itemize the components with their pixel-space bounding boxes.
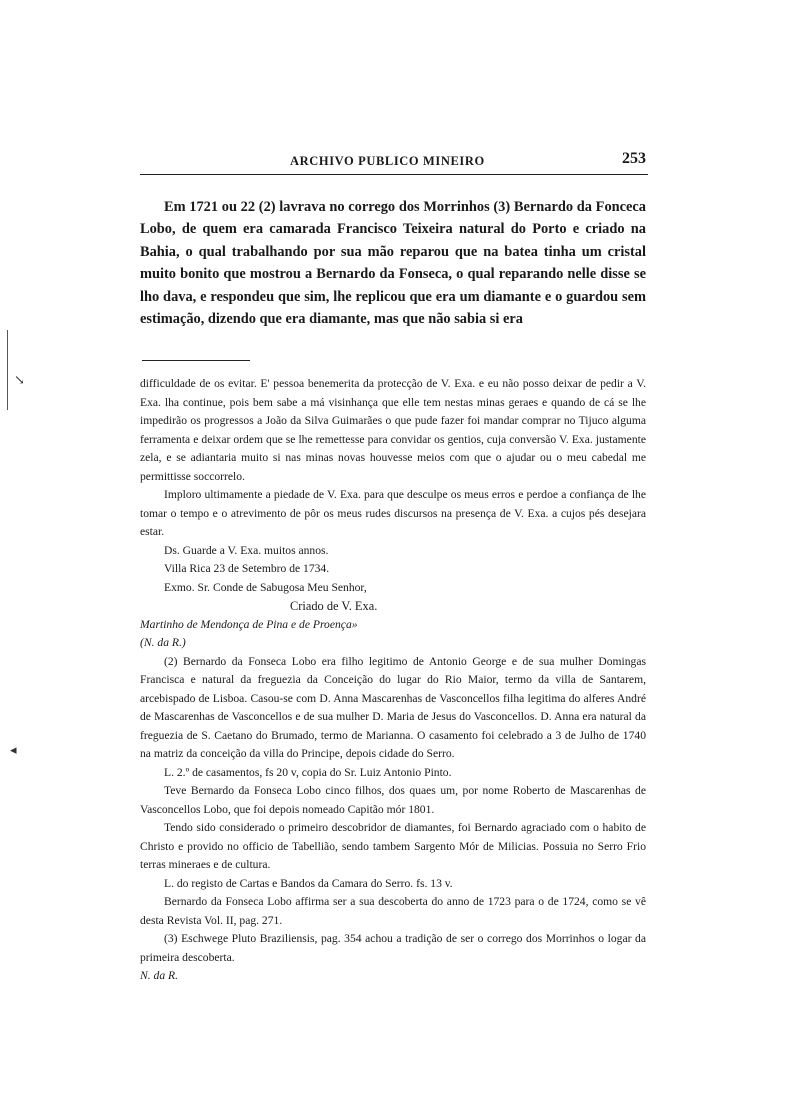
running-title: ARCHIVO PUBLICO MINEIRO [290, 154, 485, 168]
footnote-paragraph: difficuldade de os evitar. E' pessoa benemerita da protecção de V. Exa. e eu não posso deixar de pedir a V. Exa. lha continue, pois bem sabe a má visinhança que elle tem nestas minas geraes e quando de cá se lhe impedirão os progressos a João da Silva Guimarães o que pude fazer foi mandar comprar no Tijuco alguma ferramenta e deixar ordem que se lhe remettesse para convidar os gentios, cuja conversão V. Exa. justamente zela, e se adiantaria muito si nas minas novas houvesse meios com que o ajudar ou o meu cabedal me permittisse soccorrelo. [140, 377, 646, 483]
footnote-2: (2) Bernardo da Fonseca Lobo era filho legitimo de Antonio George e de sua mulher Domingas Francisca e natural da freguezia da Conceição do lugar do Rio Maior, termo da villa de Santarem, arcebispado de Lisboa. Casou-se com D. Anna Mascarenhas de Vasconcellos filha legitima do alferes André de Mascarenhas de Vasconcellos e de sua mulher D. Maria de Jesus do Vasconcellos. D. Anna era natural da freguezia de S. Caetano do Brumado, termo de Marianna. O casamento foi celebrado a 3 de Julho de 1740 na matriz da conceição da villa do Principe, depois cidade do Serro. [140, 654, 646, 760]
editor-note: (N. da R.) [140, 636, 186, 649]
footnote-3: (3) Eschwege Pluto Braziliensis, pag. 354 achou a tradição de ser o corrego dos Morrinhos o logar da primeira descoberta. [140, 932, 646, 964]
footnote-paragraph: Teve Bernardo da Fonseca Lobo cinco filhos, dos quaes um, por nome Roberto de Mascarenhas de Vasconcellos Lobo, que foi depois nomeado Capitão mór 1801. [140, 784, 646, 816]
footnotes [140, 375, 646, 986]
footnote-reference: L. do registo de Cartas e Bandos da Camara do Serro. fs. 13 v. [164, 876, 453, 890]
footnote-reference: L. 2.º de casamentos, fs 20 v, copia do Sr. Luiz Antonio Pinto. [164, 765, 452, 779]
main-paragraph: Em 1721 ou 22 (2) lavrava no corrego dos Morrinhos (3) Bernardo da Fonceca Lobo, de quem era camarada Francisco Teixeira natural do Porto e criado na Bahia, o qual trabalhando por sua mão reparou que na batea tinha um cristal muito bonito que mostrou a Bernardo da Fonseca, o qual reparando nelle disse se lho dava, e respondeu que sim, lhe replicou que era um diamante e o guardou sem estimação, dizendo que era diamante, mas que não sabia si era [140, 199, 646, 328]
margin-arrow-mark: ◂ [10, 742, 17, 757]
margin-scratch-line [7, 330, 8, 410]
footnote-paragraph: Tendo sido considerado o primeiro descobridor de diamantes, foi Bernardo agraciado com o habito de Christo e provido no officio de Tabellião, sendo tambem Sargento Mór de Milicias. Possuia no Serro Frio terras mineraes e de cultura. [140, 821, 646, 871]
signature-line: Criado de V. Exa. [290, 599, 378, 613]
salutation-line: Exmo. Sr. Conde de Sabugosa Meu Senhor, [164, 580, 367, 594]
editor-note: N. da R. [140, 969, 179, 982]
closing-line: Ds. Guarde a V. Exa. muitos annos. [164, 543, 329, 557]
footnote-rule [142, 360, 250, 361]
signature-name: Martinho de Mendonça de Pina e de Proença» [140, 617, 358, 631]
page-header [140, 152, 648, 175]
date-line: Villa Rica 23 de Setembro de 1734. [164, 562, 330, 575]
footnote-paragraph: Imploro ultimamente a piedade de V. Exa. para que desculpe os meus erros e perdoe a confiança de lhe tomar o tempo e o atrevimento de pôr os meus rudes discursos na presença de V. Exa. a cujos pés desejara estar. [140, 488, 646, 538]
footnote-paragraph: Bernardo da Fonseca Lobo affirma ser a sua descoberta do anno de 1723 para o de 1724, como se vê desta Revista Vol. II, pag. 271. [140, 895, 646, 927]
margin-arrow-mark: ↘ [14, 372, 25, 387]
page-number: 253 [622, 150, 646, 167]
